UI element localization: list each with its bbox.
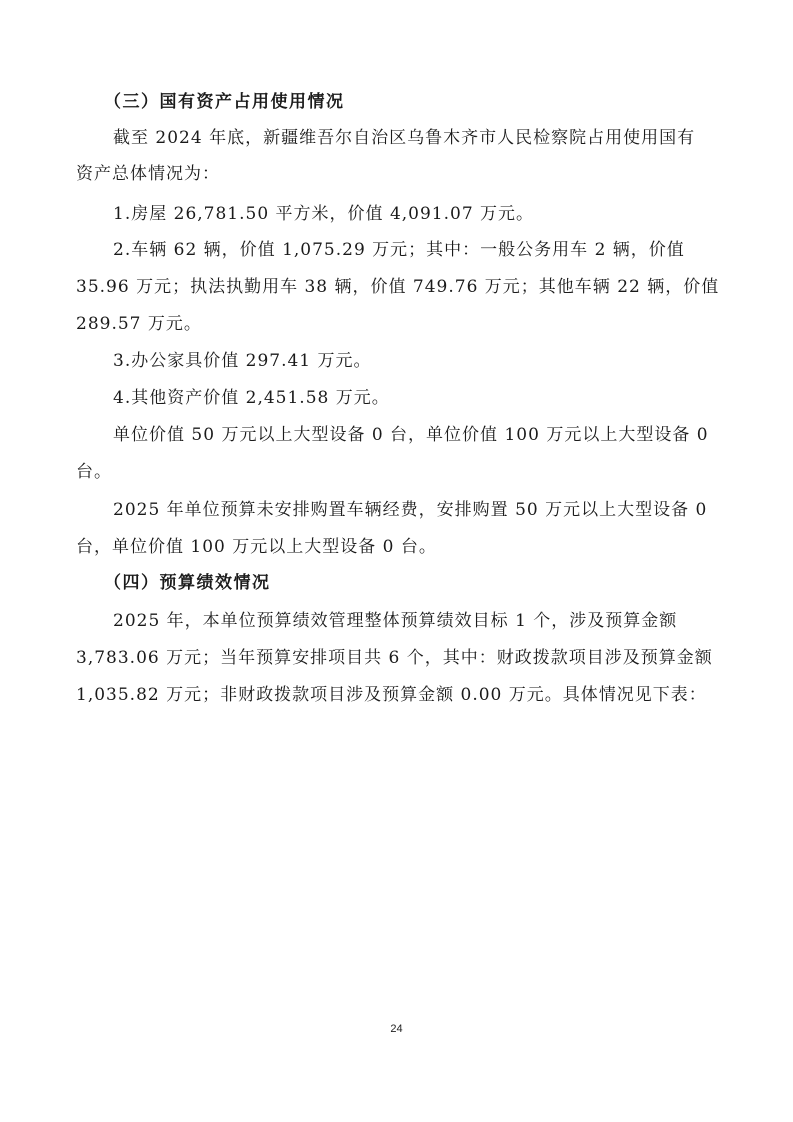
page-number: 24: [390, 1023, 403, 1035]
equipment-paragraph-line-1: 单位价值 50 万元以上大型设备 0 台，单位价值 100 万元以上大型设备 0: [113, 425, 709, 445]
section-3-intro-line-1: 截至 2024 年底，新疆维吾尔自治区乌鲁木齐市人民检察院占用使用国有: [113, 128, 696, 148]
asset-item-buildings: 1.房屋 26,781.50 平方米，价值 4,091.07 万元。: [113, 204, 535, 224]
asset-item-vehicles-line-3: 289.57 万元。: [76, 314, 202, 334]
asset-item-vehicles-line-1: 2.车辆 62 辆，价值 1,075.29 万元；其中：一般公务用车 2 辆，价值: [113, 240, 685, 260]
section-3-intro-line-2: 资产总体情况为：: [76, 164, 220, 184]
purchase-paragraph-line-2: 台，单位价值 100 万元以上大型设备 0 台。: [76, 537, 437, 557]
purchase-paragraph-line-1: 2025 年单位预算未安排购置车辆经费，安排购置 50 万元以上大型设备 0: [113, 500, 708, 520]
asset-item-vehicles-line-2: 35.96 万元；执法执勤用车 38 辆，价值 749.76 万元；其他车辆 22 辆，价值: [76, 277, 720, 297]
section-3-heading: （三）国有资产占用使用情况: [104, 92, 345, 112]
performance-paragraph-line-3: 1,035.82 万元；非财政拨款项目涉及预算金额 0.00 万元。具体情况见下表：: [76, 685, 707, 705]
performance-paragraph-line-1: 2025 年，本单位预算绩效管理整体预算绩效目标 1 个，涉及预算金额: [113, 611, 678, 631]
asset-item-other: 4.其他资产价值 2,451.58 万元。: [113, 388, 390, 408]
section-4-heading: （四）预算绩效情况: [104, 573, 271, 593]
performance-paragraph-line-2: 3,783.06 万元；当年预算安排项目共 6 个，其中：财政拨款项目涉及预算金额: [76, 648, 713, 668]
equipment-paragraph-line-2: 台。: [76, 462, 112, 482]
asset-item-furniture: 3.办公家具价值 297.41 万元。: [113, 351, 372, 371]
